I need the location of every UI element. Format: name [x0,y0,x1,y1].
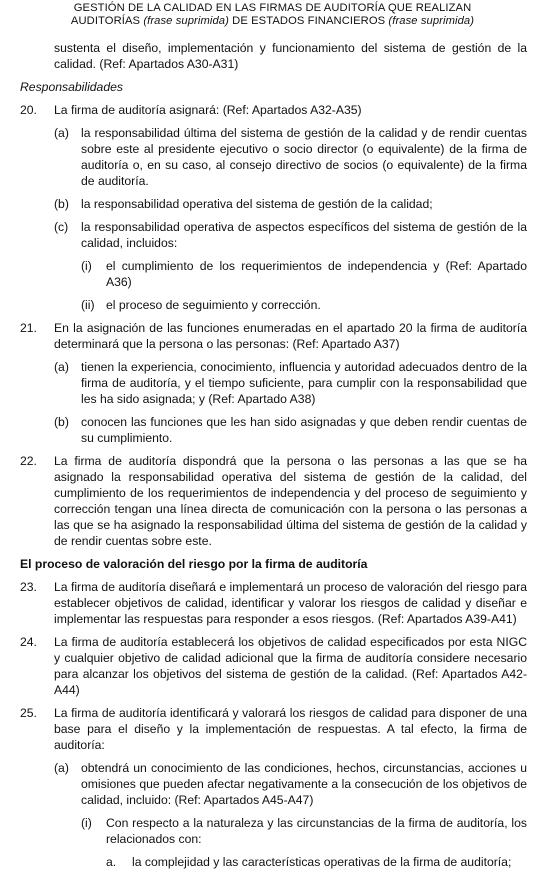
list-label: (b) [54,415,69,429]
list-text: el cumplimiento de los requerimientos de independencia y (Ref: Apartado A36) [106,259,527,289]
paragraph-number: 21. [20,321,37,335]
paragraph-number: 22. [20,454,37,468]
sub-list-item [20,258,527,290]
header-line-1: GESTIÓN DE LA CALIDAD EN LAS FIRMAS DE AUDITORÍA QUE REALIZAN [73,2,472,14]
list-text: conocen las funciones que les han sido asignadas y que deben rendir cuentas de su cumplimiento. [81,415,527,445]
section-heading-responsabilidades: Responsabilidades [20,80,123,94]
header-italic: (frase suprimida) [388,15,475,27]
list-text: tienen la experiencia, conocimiento, influencia y autoridad adecuados dentro de la firma de auditoría, y el tiempo suficiente, para cumplir con la responsabilidad que les ha sido asignada; y (Ref: Apartado A38) [81,360,527,406]
sub-list-item [20,297,527,313]
header-text: AUDITORÍAS [70,15,144,27]
list-label: (a) [54,360,69,374]
list-item [20,219,527,251]
list-item [20,414,527,446]
list-label: (ii) [81,298,95,312]
header-line-2 [0,15,545,28]
list-item [20,760,527,808]
sub-sub-list-item [20,854,527,870]
list-text: obtendrá un conocimiento de las condiciones, hechos, circunstancias, acciones u omisiones que pueden afectar negativamente a la consecución de los objetivos de calidad, incluido: (Ref: Apartados A45-A47) [81,761,527,807]
list-item [20,359,527,407]
document-body [20,40,527,870]
paragraph-22 [20,453,527,549]
list-label: a. [106,855,117,869]
list-text: la responsabilidad operativa de aspectos específicos del sistema de gestión de la calidad, incluidos: [81,220,527,250]
list-text: la responsabilidad última del sistema de gestión de la calidad y de rendir cuentas sobre este al presidente ejecutivo o socio director (o equivalente) de la firma de auditoría o, en su caso, al consejo directivo de socios (o equivalente) de la firma de auditoría. [81,126,527,188]
sub-list-item [20,815,527,847]
paragraph-20 [20,102,527,118]
list-text: el proceso de seguimiento y corrección. [106,298,321,312]
paragraph-25 [20,705,527,753]
list-item [20,125,527,189]
paragraph-21 [20,320,527,352]
list-label: (i) [81,259,92,273]
list-text: la responsabilidad operativa del sistema de gestión de la calidad; [81,197,433,211]
list-label: (a) [54,761,69,775]
list-label: (a) [54,126,69,140]
list-label: (c) [54,220,69,234]
paragraph-text: La firma de auditoría establecerá los objetivos de calidad especificados por esta NIGC y cualquier objetivo de calidad adicional que la firma de auditoría considere necesario para alcanzar los objetivos del sistema de gestión de la calidad. (Ref: Apartados A42-A44) [54,635,527,697]
paragraph-number: 25. [20,706,37,720]
intro-paragraph: sustenta el diseño, implementación y funcionamiento del sistema de gestión de la calidad. (Ref: Apartados A30-A31) [54,41,527,71]
paragraph-number: 20. [20,103,37,117]
header-italic: (frase suprimida) [143,15,229,27]
list-text: Con respecto a la naturaleza y las circunstancias de la firma de auditoría, los relacionados con: [106,816,527,846]
paragraph-23 [20,579,527,627]
section-heading-valoracion-riesgo: El proceso de valoración del riesgo por la firma de auditoría [20,557,368,571]
paragraph-number: 24. [20,635,37,649]
paragraph-number: 23. [20,580,37,594]
list-label: (b) [54,197,69,211]
list-item [20,196,527,212]
paragraph-24 [20,634,527,698]
header-text: DE ESTADOS FINANCIEROS [228,15,389,27]
paragraph-text: La firma de auditoría asignará: (Ref: Apartados A32-A35) [54,103,362,117]
paragraph-text: La firma de auditoría dispondrá que la persona o las personas a las que se ha asignado la responsabilidad operativa del sistema de gestión de la calidad, del cumplimiento de los requerimientos de independencia y del proceso de seguimiento y corrección tengan una línea directa de comunicación con la persona o las personas a las que se ha asignado la responsabilidad última del sistema de gestión de la calidad y de rendir cuentas sobre este. [54,454,527,548]
page-header [0,0,545,28]
paragraph-text: La firma de auditoría diseñará e implementará un proceso de valoración del riesgo para establecer objetivos de calidad, identificar y valorar los riesgos de calidad y diseñar e implementar las respuestas para responder a esos riesgos. (Ref: Apartados A39-A41) [54,580,527,626]
list-text: la complejidad y las características operativas de la firma de auditoría; [132,855,512,869]
list-label: (i) [81,816,92,830]
paragraph-text: En la asignación de las funciones enumeradas en el apartado 20 la firma de auditoría determinará que la persona o las personas: (Ref: Apartado A37) [54,321,527,351]
paragraph-text: La firma de auditoría identificará y valorará los riesgos de calidad para disponer de una base para el diseño y la implementación de respuestas. A tal efecto, la firma de auditoría: [54,706,527,752]
